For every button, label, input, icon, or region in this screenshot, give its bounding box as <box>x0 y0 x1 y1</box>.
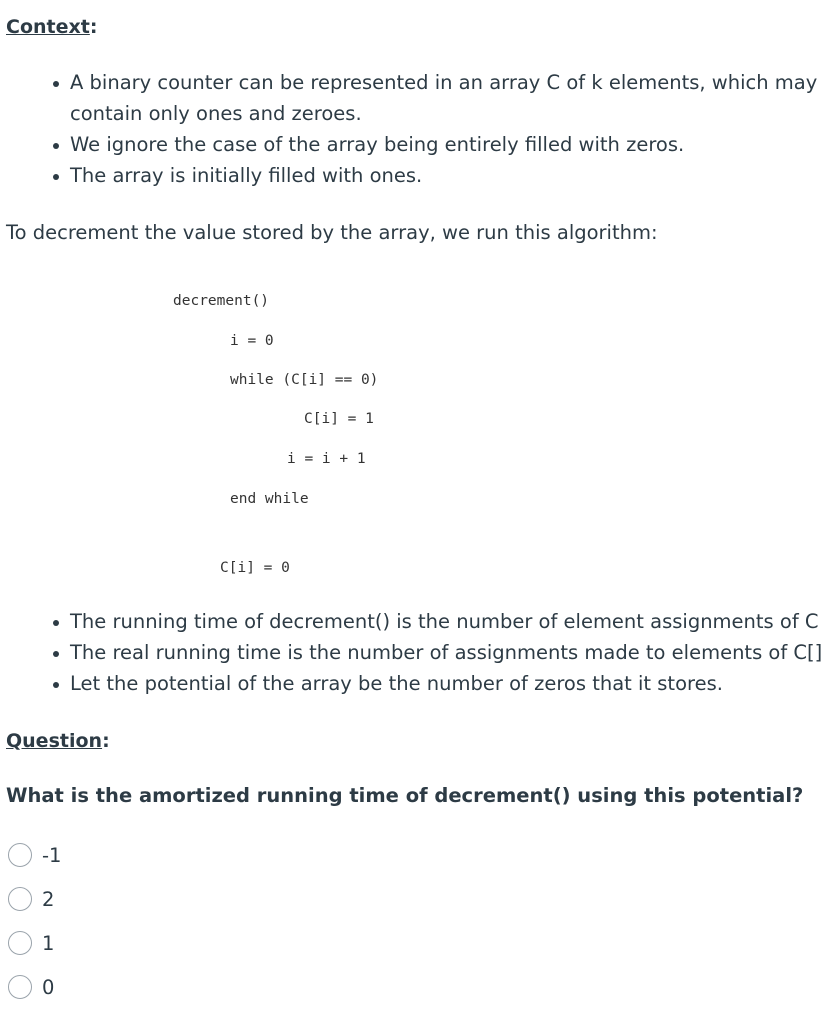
code-line-end-while: end while <box>230 491 309 507</box>
algorithm-intro: To decrement the value stored by the array, we run this algorithm: <box>6 221 658 244</box>
answer-option[interactable] <box>8 929 54 957</box>
code-line-init: i = 0 <box>230 333 274 349</box>
note-bullet: The real running time is the number of assignments made to elements of C[] <box>50 637 831 668</box>
code-line-set-zero: C[i] = 0 <box>220 560 290 576</box>
context-heading-colon: : <box>89 16 98 38</box>
answer-option-label[interactable]: 0 <box>42 975 55 999</box>
context-bullet: The array is initially filled with ones. <box>50 160 820 191</box>
answer-option[interactable] <box>8 885 54 913</box>
context-bullet: We ignore the case of the array being entirely filled with zeros. <box>50 129 820 160</box>
question-heading-label: Question <box>6 730 103 752</box>
code-line-set-one: C[i] = 1 <box>304 411 374 427</box>
context-bullet-list <box>50 67 820 191</box>
radio-button[interactable] <box>8 843 32 867</box>
context-bullet: A binary counter can be represented in an array C of k elements, which may contain only ones and zeroes. <box>50 67 820 129</box>
question-heading-colon: : <box>102 730 110 752</box>
radio-button[interactable] <box>8 975 32 999</box>
question-heading <box>6 730 110 752</box>
answer-option[interactable] <box>8 973 54 1001</box>
notes-bullet-list <box>50 606 831 699</box>
context-heading-label: Context <box>6 16 90 38</box>
note-bullet: The running time of decrement() is the number of element assignments of C <box>50 606 831 637</box>
radio-button[interactable] <box>8 931 32 955</box>
code-line-decrement: decrement() <box>173 293 270 309</box>
context-heading <box>6 16 97 38</box>
radio-button[interactable] <box>8 887 32 911</box>
code-line-increment: i = i + 1 <box>287 451 366 467</box>
note-bullet: Let the potential of the array be the number of zeros that it stores. <box>50 668 831 699</box>
answer-option-label[interactable]: 1 <box>42 931 55 955</box>
answer-option-label[interactable]: -1 <box>42 843 62 867</box>
question-text: What is the amortized running time of decrement() using this potential? <box>6 784 804 807</box>
answer-option-label[interactable]: 2 <box>42 887 55 911</box>
code-line-while: while (C[i] == 0) <box>230 372 379 388</box>
answer-option[interactable] <box>8 841 61 869</box>
